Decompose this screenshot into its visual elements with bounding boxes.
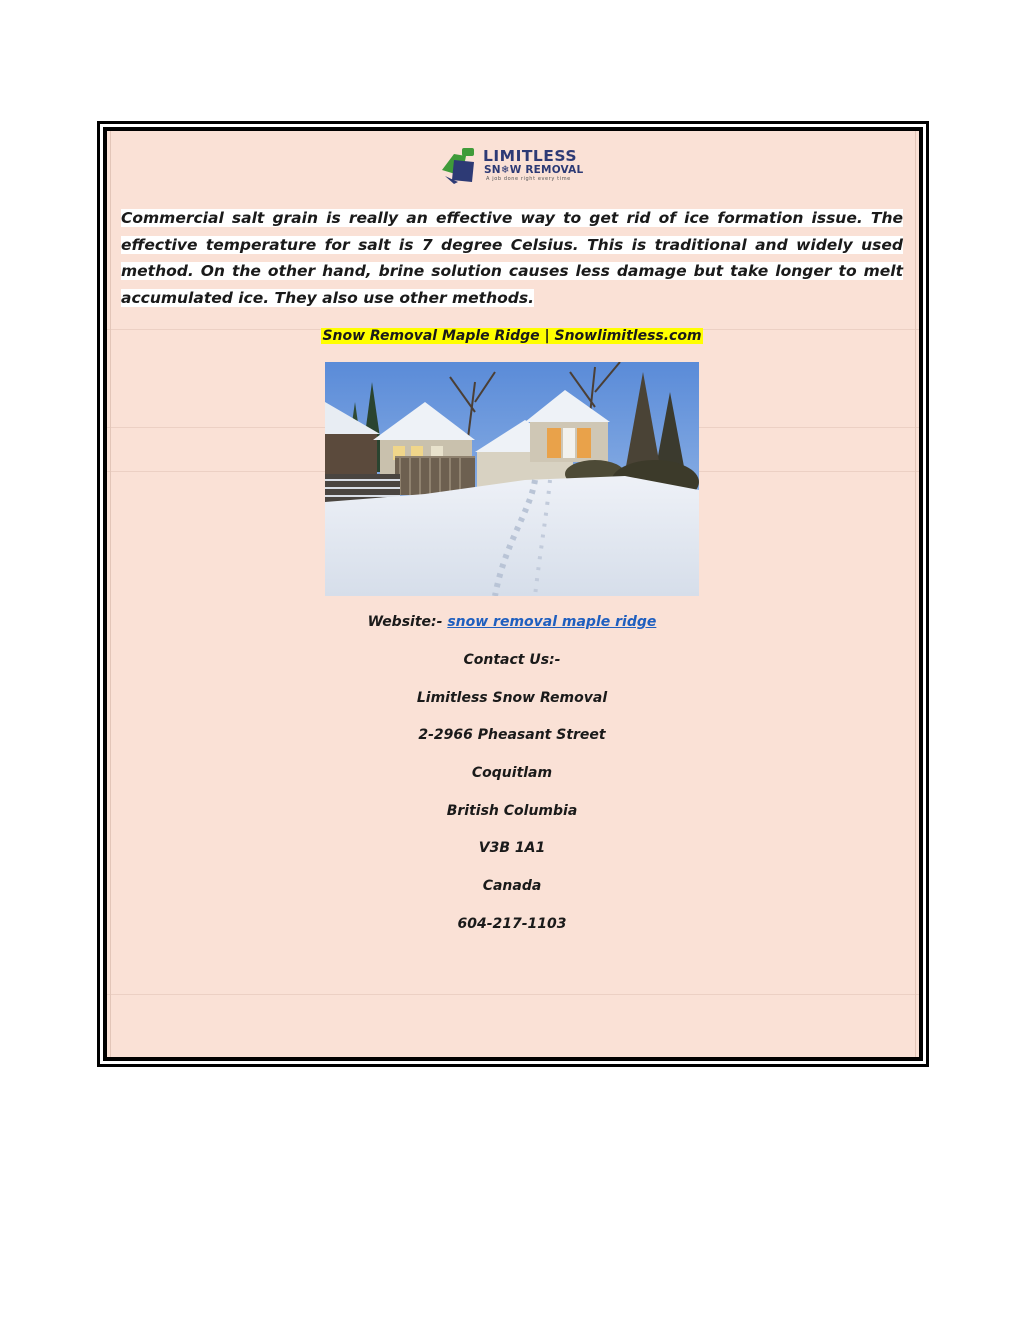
grid-line xyxy=(107,994,919,995)
highlighted-title xyxy=(0,326,1024,346)
website-line xyxy=(0,612,1024,632)
contact-country: Canada xyxy=(482,878,542,894)
logo-subtitle: SN❄W REMOVAL xyxy=(484,164,584,176)
logo-title: LIMITLESS xyxy=(483,147,578,165)
website-link[interactable]: snow removal maple ridge xyxy=(447,614,657,630)
website-label: Website:- xyxy=(367,614,448,630)
contact-province: British Columbia xyxy=(446,803,578,819)
contact-company: Limitless Snow Removal xyxy=(416,690,608,706)
highlighted-title-text: Snow Removal Maple Ridge | Snowlimitless.com xyxy=(322,328,702,344)
contact-street: 2-2966 Pheasant Street xyxy=(418,727,606,743)
intro-paragraph xyxy=(121,205,903,311)
contact-city: Coquitlam xyxy=(471,765,553,781)
contact-postal-code: V3B 1A1 xyxy=(478,840,546,856)
snowy-house-photo xyxy=(325,362,699,596)
contact-heading: Contact Us:- xyxy=(463,652,561,668)
contact-phone: 604-217-1103 xyxy=(457,916,567,932)
intro-paragraph-text: Commercial salt grain is really an effective way to get rid of ice formation issue. The effective temperature for salt is 7 degree Celsius. This is traditional and widely used method. On the other hand, brine solution causes less damage but take longer to melt accumulated ice. They also use other methods. xyxy=(121,209,903,307)
logo-tagline: A job done right every time xyxy=(486,176,571,182)
